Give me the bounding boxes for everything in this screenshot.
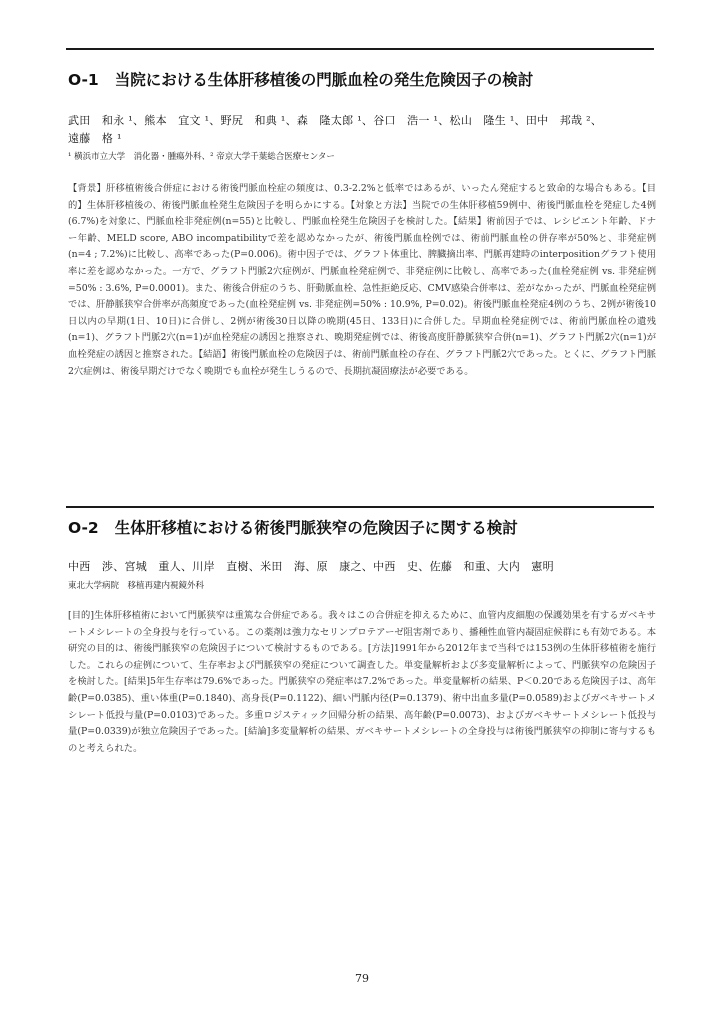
abstract-title-o2 — [68, 516, 658, 538]
abstract-body-o2: [目的]生体肝移植術において門脈狭窄は重篤な合併症である。我々はこの合併症を抑えるために、血管内皮細胞の保護効果を有するガベキサートメシレートの全身投与を行っている。この薬剤は強力なセリンプロテアーゼ阻害剤であり、播種性血管内凝固症候群にも有効である。本研究の目的は、術後門脈狭窄の危険因子について検討するものである。[方法]1991年から2012年まで当科では153例の生体肝移植術を施行した。これらの症例について、生存率および門脈狭窄の発症について調査した。単変量解析および多変量解析によって、門脈狭窄の危険因子を検討した。[結果]5年生存率は79.6%であった。門脈狭窄の発症率は7.2%であった。単変量解析の結果、P＜0.20である危険因子は、高年齢(P=0.0385)、重い体重(P=0.1840)、高身長(P=0.1122)、細い門脈内径(P=0.1379)、術中出血多量(P=0.0589)およびガベキサートメシレート低投与量(P=0.0103)であった。多重ロジスティック回帰分析の結果、高年齢(P=0.0073)、およびガベキサートメシレート低投与量(P=0.0339)が独立危険因子であった。[結論]多変量解析の結果、ガベキサートメシレートの全身投与は術後門脈狭窄の抑制に寄与するものと考えられた。 — [68, 610, 656, 754]
abstract-number-o2: O-2 — [68, 519, 99, 537]
abstract-title-text-o1: 当院における生体肝移植後の門脈血栓の発生危険因子の検討 — [114, 71, 534, 89]
author-list-o1 — [68, 112, 664, 148]
section-divider-o2 — [66, 506, 654, 508]
abstract-number-o1: O-1 — [68, 71, 99, 89]
affiliation-o1: ¹ 横浜市立大学 消化器・腫瘍外科、² 帝京大学千葉総合医療センター — [68, 152, 335, 162]
abstract-title-o1 — [68, 68, 658, 90]
author-line-o2-1: 中西 渉、宮城 重人、川岸 直樹、米田 海、原 康之、中西 史、佐藤 和重、大内 憲明 — [68, 560, 554, 573]
affiliation-o2: 東北大学病院 移植再建内視鏡外科 — [68, 581, 205, 591]
author-line-o1-1: 武田 和永 ¹、熊本 宜文 ¹、野尻 和典 ¹、森 隆太郎 ¹、谷口 浩一 ¹、松山 隆生 ¹、田中 邦哉 ²、 — [68, 114, 603, 127]
section-divider-o1 — [66, 48, 654, 50]
abstract-body-o1: 【背景】肝移植術後合併症における術後門脈血栓症の頻度は、0.3-2.2%と低率ではあるが、いったん発症すると致命的な場合もある。【目的】生体肝移植後の、術後門脈血栓発生危険因子を明らかにする。【対象と方法】当院での生体肝移植59例中、術後門脈血栓を発症した4例(6.7%)を対象に、門脈血栓非発症例(n=55)と比較し、門脈血栓発生危険因子を検討した。【結果】術前因子では、レシピエント年齢、ドナー年齢、MELD score, ABO incompatibilityで差を認めなかったが、術後門脈血栓例では、術前門脈血栓の併存率が50%と、非発症例(n=4 ; 7.2%)に比較し、高率であった(P=0.006)。術中因子では、グラフト体重比、脾臓摘出率、門脈再建時のinterpositionグラフト使用率に差を認めなかった。一方で、グラフト門脈2穴症例が、門脈血栓発症例で、非発症例に比較し、高率であった(血栓発症例 vs. 非発症例=50% : 3.6%, P=0.0001)。また、術後合併症のうち、肝動脈血栓、急性拒絶反応、CMV感染合併率は、差がなかったが、門脈血栓発症例では、肝静脈狭窄合併率が高頻度であった(血栓発症例 vs. 非発症例=50% : 10.9%, P=0.02)。術後門脈血栓発症4例のうち、2例が術後10日以内の早期(1日、10日)に合併し、2例が術後30日以降の晩期(45日、133日)に合併した。早期血栓発症例では、術前門脈血栓の遺残(n=1)、グラフト門脈2穴(n=1)が血栓発症の誘因と推察され、晩期発症例では、術後高度肝静脈狭窄合併(n=1)、グラフト門脈2穴(n=1)が血栓発症の誘因と推察された。【結語】術後門脈血栓の危険因子は、術前門脈血栓の存在、グラフト門脈2穴であった。とくに、グラフト門脈2穴症例は、術後早期だけでなく晩期でも血栓が発生しうるので、長期抗凝固療法が必要である。 — [68, 183, 656, 377]
author-line-o1-2: 遠藤 格 ¹ — [68, 132, 122, 145]
page-number: 79 — [355, 972, 369, 985]
author-list-o2 — [68, 558, 664, 576]
abstract-title-text-o2: 生体肝移植における術後門脈狭窄の危険因子に関する検討 — [114, 519, 518, 537]
